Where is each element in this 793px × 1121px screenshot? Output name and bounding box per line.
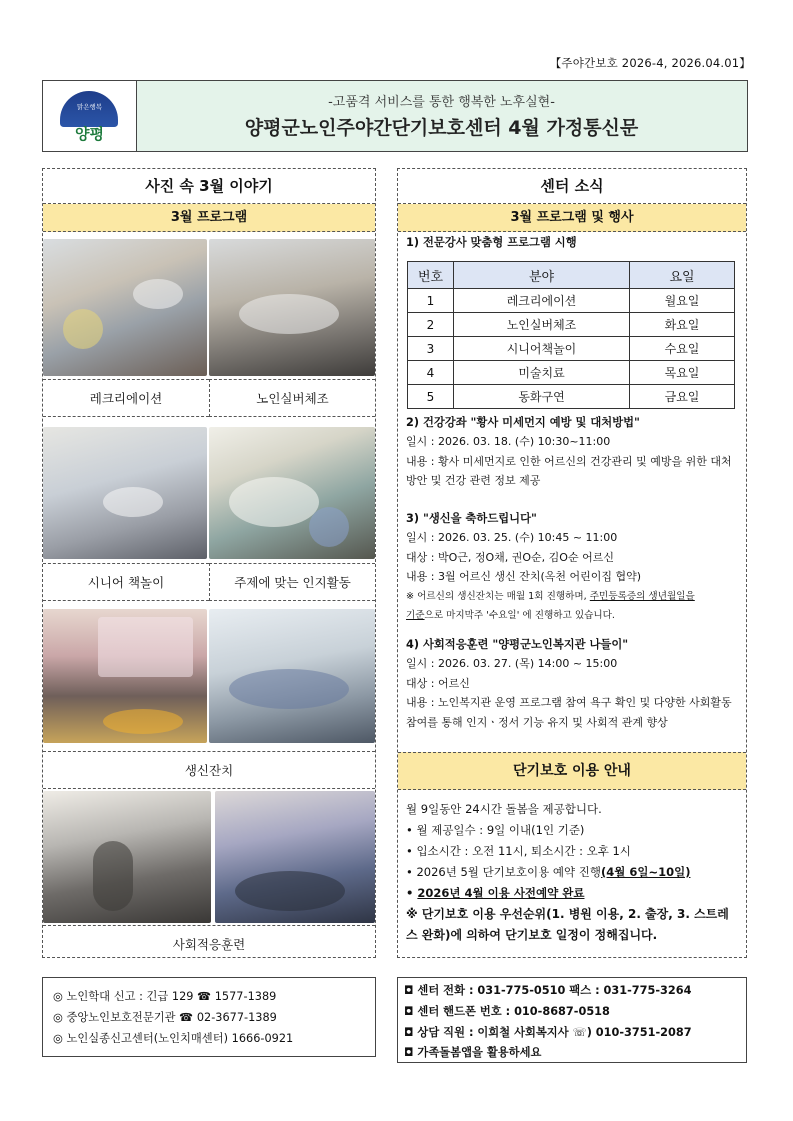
section-2-date: 일시 : 2026. 03. 18. (수) 10:30~11:00 (406, 435, 611, 449)
hotline-item: ◎ 중앙노인보호전문기관 ☎ 02-3677-1389 (53, 1011, 277, 1024)
issue-label: 【주야간보호 2026-4, 2026.04.01】 (549, 56, 751, 70)
section-2-content: 내용 : 황사 미세먼지로 인한 어르신의 건강관리 및 예방을 위한 대처 방안 및 건강 관련 정보 제공 (406, 454, 732, 488)
caption-book-play: 시니어 책놀이 (43, 563, 209, 601)
hotline-item: ◎ 노인실종신고센터(노인치매센터) 1666-0921 (53, 1032, 294, 1045)
photo-silver-exercise (209, 239, 375, 376)
guide-item: • 입소시간 : 오전 11시, 퇴소시간 : 오후 1시 (406, 844, 631, 858)
logo-text: 양평 (75, 125, 104, 143)
hotline-item: ◎ 노인학대 신고 : 긴급 129 ☎ 1577-1389 (53, 990, 277, 1003)
logo-small-text: 맑은행복 (76, 103, 103, 111)
left-column-title: 사진 속 3월 이야기 (43, 169, 375, 204)
guide-item: • 2026년 5월 단기보호이용 예약 진행(4월 6일~10일) (406, 865, 691, 879)
section-4-heading: 4) 사회적응훈련 "양평군노인복지관 나들이" (406, 638, 629, 651)
table-cell: 5 (408, 385, 454, 409)
table-header: 번호 (408, 262, 454, 289)
photo-book-play (43, 427, 207, 559)
table-cell: 금요일 (630, 385, 735, 409)
guide-note: ※ 단기보호 이용 우선순위(1. 병원 이용, 2. 출장, 3. 스트레스 완화)에 의하여 단기보호 일정이 정해집니다. (406, 907, 729, 942)
section-4-date: 일시 : 2026. 03. 27. (목) 14:00 ~ 15:00 (406, 657, 618, 671)
center-news-column (397, 168, 747, 958)
table-cell: 2 (408, 313, 454, 337)
table-cell: 3 (408, 337, 454, 361)
contact-item: ◘ 상담 직원 : 이희철 사회복지사 ☏) 010-3751-2087 (404, 1025, 692, 1039)
table-header: 요일 (630, 262, 735, 289)
table-cell: 1 (408, 289, 454, 313)
photo-birthday-1 (43, 609, 207, 743)
section-1-heading: 1) 전문강사 맞춤형 프로그램 시행 (406, 236, 577, 249)
table-cell: 레크리에이션 (454, 289, 630, 313)
caption-silver-exercise: 노인실버체조 (209, 379, 375, 417)
photo-birthday-2 (209, 609, 375, 743)
center-contact-box (397, 977, 747, 1063)
hotline-box (42, 977, 376, 1057)
right-program-band: 3월 프로그램 및 행사 (398, 204, 746, 232)
left-program-band: 3월 프로그램 (43, 204, 375, 232)
photo-story-column (42, 168, 376, 958)
guide-item: • 2026년 4월 이용 사전예약 완료 (406, 886, 585, 900)
newsletter-header (42, 80, 748, 152)
caption-cognitive-activity: 주제에 맞는 인지활동 (209, 563, 375, 601)
logo (43, 81, 137, 151)
contact-item: ◘ 가족돌봄앱을 활용하세요 (404, 1046, 542, 1060)
table-header-row (408, 262, 735, 289)
table-cell: 수요일 (630, 337, 735, 361)
right-column-title: 센터 소식 (398, 169, 746, 204)
section-2-heading: 2) 건강강좌 "황사 미세먼지 예방 및 대처방법" (406, 416, 640, 429)
guide-item: • 월 제공일수 : 9일 이내(1인 기준) (406, 823, 585, 837)
section-3-heading: 3) "생신을 축하드립니다" (406, 512, 537, 525)
short-term-care-band: 단기보호 이용 안내 (398, 752, 746, 790)
guide-intro: 월 9일동안 24시간 돌봄을 제공합니다. (406, 802, 602, 816)
section-3-note: ※ 어르신의 생신잔치는 매월 1회 진행하며, 주민등록증의 생년월일을 기준으로 마지막주 '수요일' 에 진행하고 있습니다. (406, 590, 695, 622)
table-cell: 월요일 (630, 289, 735, 313)
contact-item: ◘ 센터 핸드폰 번호 : 010-8687-0518 (404, 1004, 610, 1018)
table-cell: 화요일 (630, 313, 735, 337)
section-3-target: 대상 : 박O근, 정O채, 권O순, 김O순 어르신 (406, 550, 614, 564)
section-2-health-lecture (406, 413, 738, 491)
contact-item: ◘ 센터 전화 : 031-775-0510 팩스 : 031-775-3264 (404, 984, 692, 997)
table-cell: 목요일 (630, 361, 735, 385)
table-row (408, 313, 735, 337)
caption-outing: 사회적응훈련 (43, 925, 375, 963)
section-4-outing (406, 635, 738, 732)
section-3-date: 일시 : 2026. 03. 25. (수) 10:45 ~ 11:00 (406, 531, 618, 545)
photo-outing-1 (43, 791, 211, 923)
section-4-content: 내용 : 노인복지관 운영 프로그램 참여 욕구 확인 및 다양한 사회활동 참여를 통해 인지ㆍ정서 기능 유지 및 사회적 관계 향상 (406, 696, 732, 729)
caption-birthday: 생신잔치 (43, 751, 375, 789)
table-header: 분야 (454, 262, 630, 289)
photo-cognitive-activity (209, 427, 375, 559)
table-cell: 시니어책놀이 (454, 337, 630, 361)
header-subtitle: -고품격 서비스를 통한 행복한 노후실현- (328, 95, 555, 110)
caption-recreation: 레크리에이션 (43, 379, 209, 417)
table-row (408, 385, 735, 409)
table-row (408, 337, 735, 361)
table-cell: 미술치료 (454, 361, 630, 385)
table-row (408, 361, 735, 385)
section-4-target: 대상 : 어르신 (406, 676, 470, 690)
table-cell: 노인실버체조 (454, 313, 630, 337)
page-title: 양평군노인주야간단기보호센터 4월 가정통신문 (244, 117, 639, 139)
short-term-care-guide (406, 799, 740, 946)
table-row (408, 289, 735, 313)
program-table (407, 261, 735, 409)
section-3-birthday (406, 509, 738, 625)
table-cell: 동화구연 (454, 385, 630, 409)
section-3-content: 내용 : 3월 어르신 생신 잔치(옥천 어린이집 협약) (406, 570, 642, 584)
photo-recreation (43, 239, 207, 376)
photo-outing-2 (215, 791, 375, 923)
table-cell: 4 (408, 361, 454, 385)
